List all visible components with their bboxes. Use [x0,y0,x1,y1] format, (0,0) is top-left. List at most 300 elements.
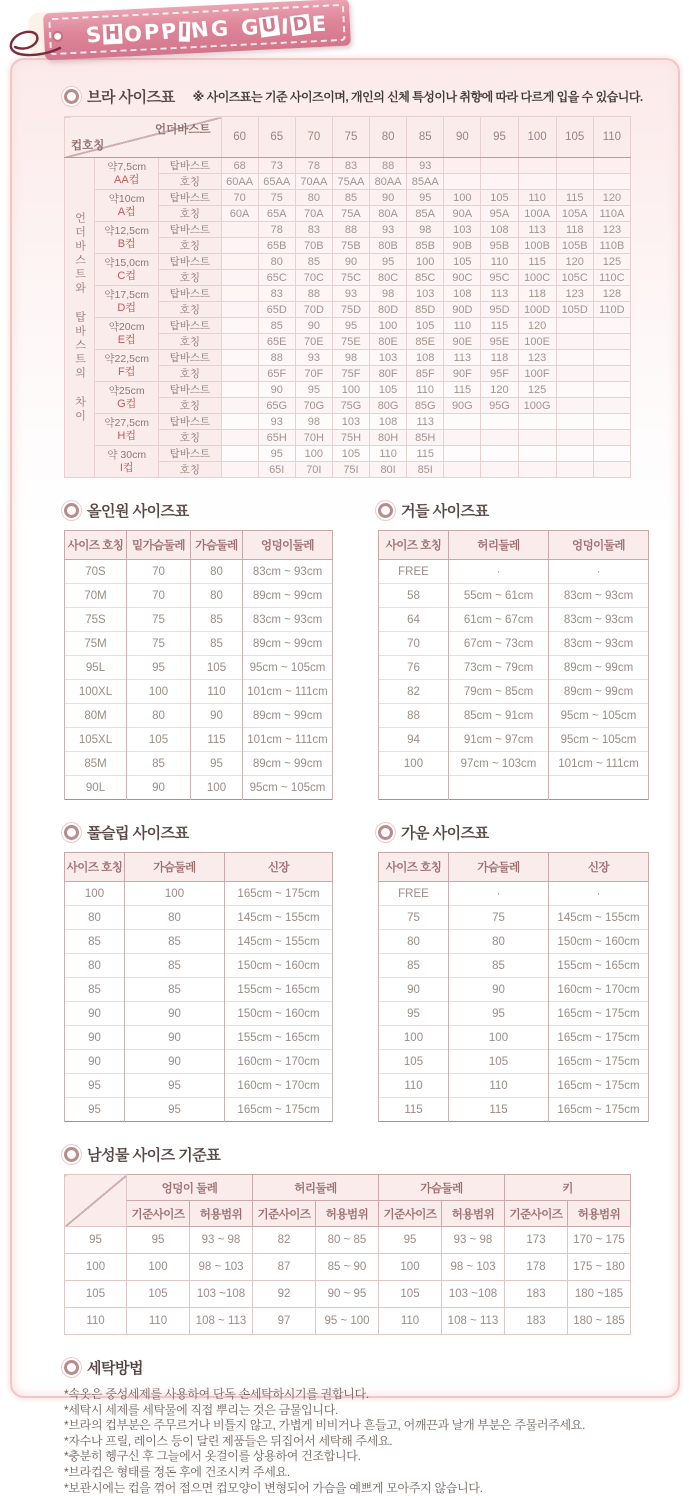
size-name-cell [518,462,556,478]
section-bullet-icon [64,1147,79,1162]
cup-label-cell [95,190,159,222]
topbust-value-cell: 88 [258,350,295,366]
topbust-value-cell: 98 [332,350,369,366]
column-header: 밑가슴둘레 [127,531,191,560]
topbust-value-cell: 103 [407,286,444,302]
cell: 75 [379,906,449,930]
topbust-value-cell: 115 [444,382,481,398]
size-name-cell: 65H [258,430,295,446]
cell: 89cm ~ 99cm [549,680,649,704]
size-disclaimer-note: ※ 사이즈표는 기준 사이즈이며, 개인의 신체 특성이나 취향에 따라 다르게 입을 수 있습니다. [193,88,643,105]
topbust-value-cell: 123 [593,222,630,238]
size-name-cell: 90F [444,366,481,382]
cell: 165cm ~ 175cm [225,882,333,906]
underbust-size-header: 105 [556,117,593,158]
topbust-value-cell: 110 [370,446,407,462]
topbust-value-cell: 93 [295,350,332,366]
cell: 100 [379,1026,449,1050]
topbust-value-cell [481,446,518,462]
size-name-cell: 85F [407,366,444,382]
topbust-value-cell: 103 [332,414,369,430]
cell: 93 ~ 98 [190,1227,253,1254]
size-name-cell: 105B [556,238,593,254]
size-name-cell: 100G [518,398,556,414]
bra-table [64,116,631,478]
washing-instruction-line: *브라의 컵부분은 주무르거나 비틀지 않고, 가볍게 비비거나 흔들고, 어깨끈과 날개 부분은 주물러주세요. [64,1418,678,1434]
size-name-cell: 105C [556,270,593,286]
cell: 70 [127,560,191,584]
cup-diff-label: 약25cm [95,385,158,398]
table-row [379,728,649,752]
bra-topbust-row [65,190,631,206]
gown-header-row [379,853,649,882]
table-row [65,930,333,954]
girdle-size-table [378,530,648,800]
cup-diff-label: 약12,5cm [95,225,158,238]
topbust-value-cell [593,350,630,366]
washing-section-title: 세탁방법 [87,1357,143,1378]
tag-letter: S [85,24,103,46]
tag-letter: E [311,13,326,34]
size-name-cell [481,430,518,446]
cell: 83cm ~ 93cm [549,584,649,608]
cell: 165cm ~ 175cm [549,1050,649,1074]
table-row [379,584,649,608]
sub-header: 기준사이즈 [127,1201,190,1227]
size-name-cell: 75F [332,366,369,382]
washing-instruction-line: *자수나 프릴, 레이스 등이 달린 제품들은 뒤집어서 세탁해 주세요. [64,1434,678,1450]
cell: 92 [253,1281,316,1308]
group-header: 가슴둘레 [379,1175,505,1201]
topbust-value-cell: 108 [444,286,481,302]
cell: 170 ~ 175 [568,1227,631,1254]
topbust-value-cell: 70 [221,190,258,206]
topbust-value-cell: 113 [518,222,556,238]
size-name-cell [593,462,630,478]
topbust-value-cell: 93 [407,158,444,174]
cell: 183 [505,1281,568,1308]
size-name-cell [444,174,481,190]
gown-size-table [378,852,648,1122]
cell: 95 [127,656,191,680]
table-row [379,906,649,930]
row-label-name: 호칭 [159,462,221,478]
cell: 101cm ~ 111cm [243,728,333,752]
table-row [65,1074,333,1098]
table-row [379,1098,649,1122]
size-name-cell: 70G [295,398,332,414]
topbust-value-cell: 95 [370,254,407,270]
size-name-cell [481,462,518,478]
bra-header-row [65,117,631,158]
topbust-value-cell: 90 [295,318,332,334]
cell: 89cm ~ 99cm [243,704,333,728]
size-name-cell: 75G [332,398,369,414]
cell: 110 [379,1308,442,1335]
tag-letter: D [289,13,310,35]
cup-label-cell [95,254,159,286]
topbust-value-cell: 120 [518,318,556,334]
bra-side-label: 언더바스트와 탑바스트의 차이 [65,158,95,478]
topbust-value-cell: 83 [295,222,332,238]
cell: 97 [253,1308,316,1335]
cell: 95cm ~ 105cm [549,728,649,752]
topbust-value-cell: 103 [444,222,481,238]
size-name-cell [221,334,258,350]
topbust-value-cell: 85 [295,254,332,270]
size-name-cell [556,174,593,190]
cup-diff-label: 약20cm [95,321,158,334]
size-name-cell: 80C [370,270,407,286]
cell: 75 [127,608,191,632]
cell [449,776,549,800]
topbust-value-cell [518,414,556,430]
bra-topbust-row [65,350,631,366]
cup-name-label: A컵 [95,206,158,219]
row-label-topbust: 탑바스트 [159,254,221,270]
size-name-cell: 60A [221,206,258,222]
topbust-value-cell: 115 [481,318,518,334]
cell: 150cm ~ 160cm [225,1002,333,1026]
cell: 95cm ~ 105cm [549,704,649,728]
size-name-cell: 90D [444,302,481,318]
bra-topbust-row [65,222,631,238]
size-name-cell: 75E [332,334,369,350]
sub-header: 허용범위 [568,1201,631,1227]
sub-header: 기준사이즈 [505,1201,568,1227]
cell: FREE [379,560,449,584]
topbust-value-cell: 80 [258,254,295,270]
bra-size-table [64,116,678,478]
topbust-value-cell: 100 [295,446,332,462]
cell: 145cm ~ 155cm [225,906,333,930]
topbust-value-cell: 90 [370,190,407,206]
section-slip [64,822,333,1122]
cell: 155cm ~ 165cm [225,978,333,1002]
topbust-value-cell: 108 [407,350,444,366]
tag-letter: I [281,16,289,36]
cell: 80M [65,704,127,728]
column-header: 가슴둘레 [449,853,549,882]
size-name-cell: 65C [258,270,295,286]
cell: 85 [65,978,125,1002]
cell: 178 [505,1254,568,1281]
cell: 80 [127,704,191,728]
tag-letter: I [178,21,189,41]
cell: 80 [379,930,449,954]
size-name-cell: 65D [258,302,295,318]
cell: 108 ~ 113 [190,1308,253,1335]
size-name-cell: 70AA [295,174,332,190]
topbust-value-cell: 98 [370,286,407,302]
row-label-topbust: 탑바스트 [159,318,221,334]
tag-letter: H [103,23,123,44]
table-row [65,704,333,728]
tag-letter: P [160,20,178,42]
cell: 85cm ~ 91cm [449,704,549,728]
size-name-cell: 65E [258,334,295,350]
size-name-cell: 65I [258,462,295,478]
topbust-value-cell: 95 [407,190,444,206]
topbust-value-cell: 115 [518,254,556,270]
table-row [65,752,333,776]
slip-section-title: 풀슬립 사이즈표 [87,822,189,843]
topbust-value-cell: 110 [481,254,518,270]
size-name-cell [221,238,258,254]
size-name-cell [221,366,258,382]
cell: 110 [127,1308,190,1335]
size-name-cell: 85A [407,206,444,222]
table-row [65,978,333,1002]
gown-table [378,852,649,1122]
shopping-guide-panel [10,58,680,1398]
cell: 85 [379,954,449,978]
girdle-table [378,530,649,800]
corner-label-underbust: 언더바스트 [155,121,211,137]
cell: 85 [125,930,225,954]
cell: 115 [191,728,243,752]
cell: 85 [449,954,549,978]
table-row [65,680,333,704]
table-row [65,1050,333,1074]
size-name-cell: 95A [481,206,518,222]
cup-label-cell [95,222,159,254]
topbust-value-cell [221,414,258,430]
cell: 93 ~ 98 [442,1227,505,1254]
table-row [379,1026,649,1050]
tag-letter: G [241,17,259,38]
cell: 70 [379,632,449,656]
cup-label-cell [95,286,159,318]
cell: 89cm ~ 99cm [243,632,333,656]
cell: 145cm ~ 155cm [225,930,333,954]
size-name-cell: 110C [593,270,630,286]
cell: 101cm ~ 111cm [243,680,333,704]
topbust-value-cell [593,446,630,462]
row-label-name: 호칭 [159,174,221,190]
size-name-cell [556,430,593,446]
size-name-cell: 90G [444,398,481,414]
slip-size-table [64,852,333,1122]
cell: 180 ~185 [568,1281,631,1308]
table-row [65,906,333,930]
topbust-value-cell: 93 [332,286,369,302]
size-name-cell: 80G [370,398,407,414]
cup-label-cell [95,350,159,382]
table-row [65,1002,333,1026]
cell: 75S [65,608,127,632]
cell: 75 [449,906,549,930]
size-name-cell: 80H [370,430,407,446]
size-name-cell [593,366,630,382]
size-name-cell: 110B [593,238,630,254]
table-row [379,978,649,1002]
cell: 91cm ~ 97cm [449,728,549,752]
bra-topbust-row [65,414,631,430]
cell: · [549,560,649,584]
cell: 105 [379,1281,442,1308]
size-name-cell: 80B [370,238,407,254]
cell: 83cm ~ 93cm [243,608,333,632]
topbust-value-cell: 108 [370,414,407,430]
cell: 105 [127,728,191,752]
topbust-value-cell: 108 [481,222,518,238]
cell: 95 [191,752,243,776]
girdle-header-row [379,531,649,560]
column-header: 엉덩이둘레 [549,531,649,560]
size-name-cell [556,334,593,350]
topbust-value-cell: 113 [444,350,481,366]
size-name-cell: 100B [518,238,556,254]
underbust-size-header: 60 [221,117,258,158]
size-name-cell: 80F [370,366,407,382]
column-header: 신장 [549,853,649,882]
bra-section-title: 브라 사이즈표 [87,86,175,107]
bra-topbust-row [65,446,631,462]
table-row [65,584,333,608]
topbust-value-cell: 78 [295,158,332,174]
mens-corner-cell [65,1175,127,1227]
topbust-value-cell: 98 [295,414,332,430]
cell: 173 [505,1227,568,1254]
topbust-value-cell: 78 [258,222,295,238]
table-row [65,1026,333,1050]
size-name-cell: 70A [295,206,332,222]
size-name-cell [221,302,258,318]
topbust-value-cell: 93 [370,222,407,238]
size-name-cell: 110A [593,206,630,222]
cell: 160cm ~ 170cm [549,978,649,1002]
row-label-topbust: 탑바스트 [159,382,221,398]
topbust-value-cell: 115 [407,446,444,462]
allinone-section-title: 올인원 사이즈표 [87,500,189,521]
row-label-name: 호칭 [159,430,221,446]
topbust-value-cell [556,446,593,462]
size-name-cell [444,430,481,446]
cell: 75M [65,632,127,656]
group-header: 엉덩이 둘레 [127,1175,253,1201]
topbust-value-cell [444,414,481,430]
cell: 85M [65,752,127,776]
cell: 90 [127,776,191,800]
size-name-cell: 75B [332,238,369,254]
cell: 100 [449,1026,549,1050]
topbust-value-cell: 105 [481,190,518,206]
cell: 85 [65,930,125,954]
cell: 85 [191,632,243,656]
cell: 150cm ~ 160cm [225,954,333,978]
topbust-value-cell: 115 [556,190,593,206]
washing-instruction-line: *보관시에는 컵을 꺾어 접으면 컵모양이 변형되어 가슴을 예쁘게 모아주지 않습니다. [64,1481,678,1496]
row-label-topbust: 탑바스트 [159,222,221,238]
column-header: 허리둘레 [449,531,549,560]
size-name-cell: 75AA [332,174,369,190]
table-row [379,1050,649,1074]
cell [549,776,649,800]
table-row [379,954,649,978]
cell: 110 [191,680,243,704]
size-name-cell: 85I [407,462,444,478]
topbust-value-cell: 95 [258,446,295,462]
cup-name-label: H컵 [95,430,158,443]
table-row [379,680,649,704]
size-name-cell: 75H [332,430,369,446]
table-row [65,656,333,680]
underbust-size-header: 75 [332,117,369,158]
size-name-cell: 95F [481,366,518,382]
cell: 87 [253,1254,316,1281]
allinone-table [64,530,333,800]
cell: 115 [449,1098,549,1122]
size-name-cell [593,334,630,350]
cell: 82 [379,680,449,704]
group-header: 허리둘레 [253,1175,379,1201]
size-name-cell: 80D [370,302,407,318]
topbust-value-cell: 123 [518,350,556,366]
cell: 155cm ~ 165cm [225,1026,333,1050]
cell: 100 [191,776,243,800]
cell: 115 [379,1098,449,1122]
section-allinone [64,500,333,800]
cup-label-cell [95,382,159,414]
topbust-value-cell [593,158,630,174]
column-header: 신장 [225,853,333,882]
tag-string-icon [2,26,72,70]
cell: 95 [379,1002,449,1026]
cell: 95 [125,1098,225,1122]
size-name-cell: 95C [481,270,518,286]
topbust-value-cell: 68 [221,158,258,174]
topbust-value-cell [556,318,593,334]
row-label-topbust: 탑바스트 [159,158,221,174]
size-name-cell: 70F [295,366,332,382]
size-name-cell: 75A [332,206,369,222]
topbust-value-cell [221,382,258,398]
washing-instruction-line: *속옷은 중성세제를 사용하여 단독 손세탁하시기를 권합니다. [64,1387,678,1403]
topbust-value-cell: 98 [407,222,444,238]
cell: 70 [127,584,191,608]
row-label-name: 호칭 [159,334,221,350]
cup-name-label: D컵 [95,302,158,315]
size-name-cell: 75C [332,270,369,286]
cell: 100 [125,882,225,906]
size-name-cell [221,398,258,414]
row-label-name: 호칭 [159,302,221,318]
table-row [65,1281,631,1308]
cup-name-label: I컵 [95,462,158,475]
size-name-cell: 70B [295,238,332,254]
table-row [379,1002,649,1026]
cell: 110 [449,1074,549,1098]
cell: 80 [449,930,549,954]
cup-label-cell [95,158,159,190]
table-row [379,656,649,680]
topbust-value-cell: 95 [295,382,332,398]
topbust-value-cell [221,318,258,334]
size-name-cell [444,462,481,478]
size-name-cell: 85D [407,302,444,318]
cell: 89cm ~ 99cm [243,584,333,608]
cell: 180 ~ 185 [568,1308,631,1335]
section-bullet-icon [378,825,393,840]
size-name-cell: 105A [556,206,593,222]
shopping-guide-tag [43,0,351,60]
allinone-size-table [64,530,333,800]
table-row [379,882,649,906]
cell: 90 [65,1026,125,1050]
size-name-cell [221,462,258,478]
topbust-value-cell: 88 [332,222,369,238]
